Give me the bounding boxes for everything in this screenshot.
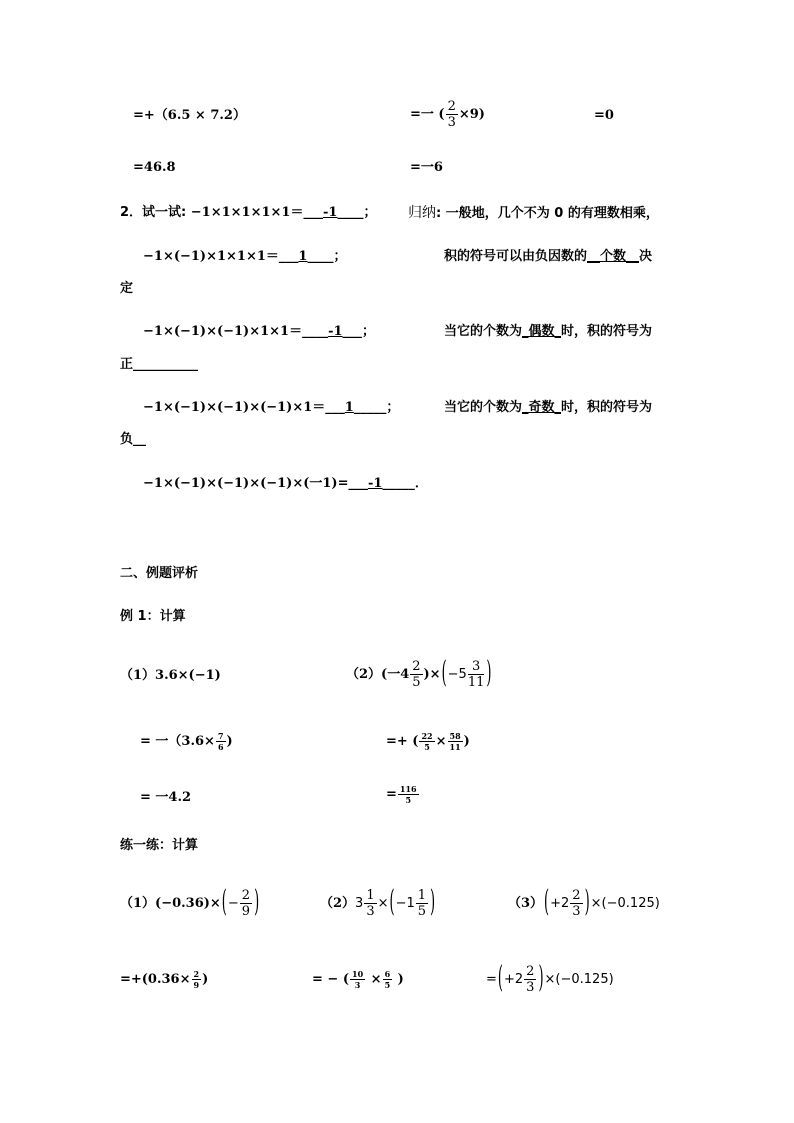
practice-q3: （3）(+2 $\frac{2}{3}$ )×(−0.125) [508, 885, 660, 920]
practice-a1: =+(0.36× $\frac{2}{9}$ ) [120, 969, 209, 990]
summary-line-4-wrap: 负__ [120, 432, 147, 447]
summary-line-3-wrap: 正__________ [120, 357, 199, 372]
summary-line-1: 归纳: 一般地，几个不为 0 的有理数相乘， [408, 205, 659, 221]
example-1-step-1a: = 一（3.6× $\frac{7}{6}$ ) [140, 731, 233, 752]
summary-line-2: 积的符号可以由负因数的__个数__决 [444, 249, 653, 264]
calc-line-3a: =0 [594, 108, 614, 123]
practice-title: 练一练：计算 [120, 838, 199, 853]
example-1-step-2b: = $\frac{116}{5}$ [386, 784, 417, 805]
example-title: 例 1：计算 [120, 609, 186, 624]
calc-line-1a: =+（6.5 × 7.2） [133, 108, 246, 123]
try-line-2: −1×(−1)×1×1×1＝___1____； [143, 249, 347, 264]
example-1-step-2a: =+ ( $\frac{22}{5}$ × $\frac{58}{11}$ ) [386, 731, 470, 752]
practice-q2: （2）3 $\frac{1}{3}$ ×(−1 $\frac{1}{5}$ ) [320, 885, 436, 920]
practice-a3: =(+2 $\frac{2}{3}$ )×(−0.125) [486, 961, 614, 996]
summary-line-3: 当它的个数为_偶数_时，积的符号为 [444, 324, 653, 339]
summary-line-2-wrap: 定 [120, 281, 134, 296]
example-1-problem-2: （2）(一4 $\frac{2}{5}$ )×(−5 $\frac{3}{11}$ ) [346, 656, 492, 691]
calc-line-1b: =46.8 [133, 160, 176, 175]
practice-q1: （1）(−0.36)×(− $\frac{2}{9}$ ) [120, 885, 260, 920]
try-line-5: −1×(−1)×(−1)×(−1)×(一1)=___-1_____． [143, 476, 428, 491]
example-1-step-1b: = 一4.2 [140, 790, 192, 805]
fraction: $\frac{2}{3}$ [447, 99, 456, 130]
try-line-3: −1×(−1)×(−1)×1×1＝____-1___； [143, 324, 376, 339]
calc-line-2b: =一6 [410, 160, 443, 175]
section-title: 二、例题评析 [120, 566, 199, 581]
try-line-4: −1×(−1)×(−1)×(−1)×1＝___1_____； [143, 400, 400, 415]
summary-line-4: 当它的个数为_奇数_时，积的符号为 [444, 400, 653, 415]
practice-a2: = − ( $\frac{10}{3}$ × $\frac{6}{5}$ ) [312, 969, 404, 990]
example-1-problem-1: （1）3.6×(−1) [120, 668, 221, 683]
try-line-1: 2．试一试: −1×1×1×1×1＝___-1____； [120, 205, 377, 220]
calc-line-2a: =一 ( $\frac{2}{3}$ ×9) [410, 99, 485, 130]
